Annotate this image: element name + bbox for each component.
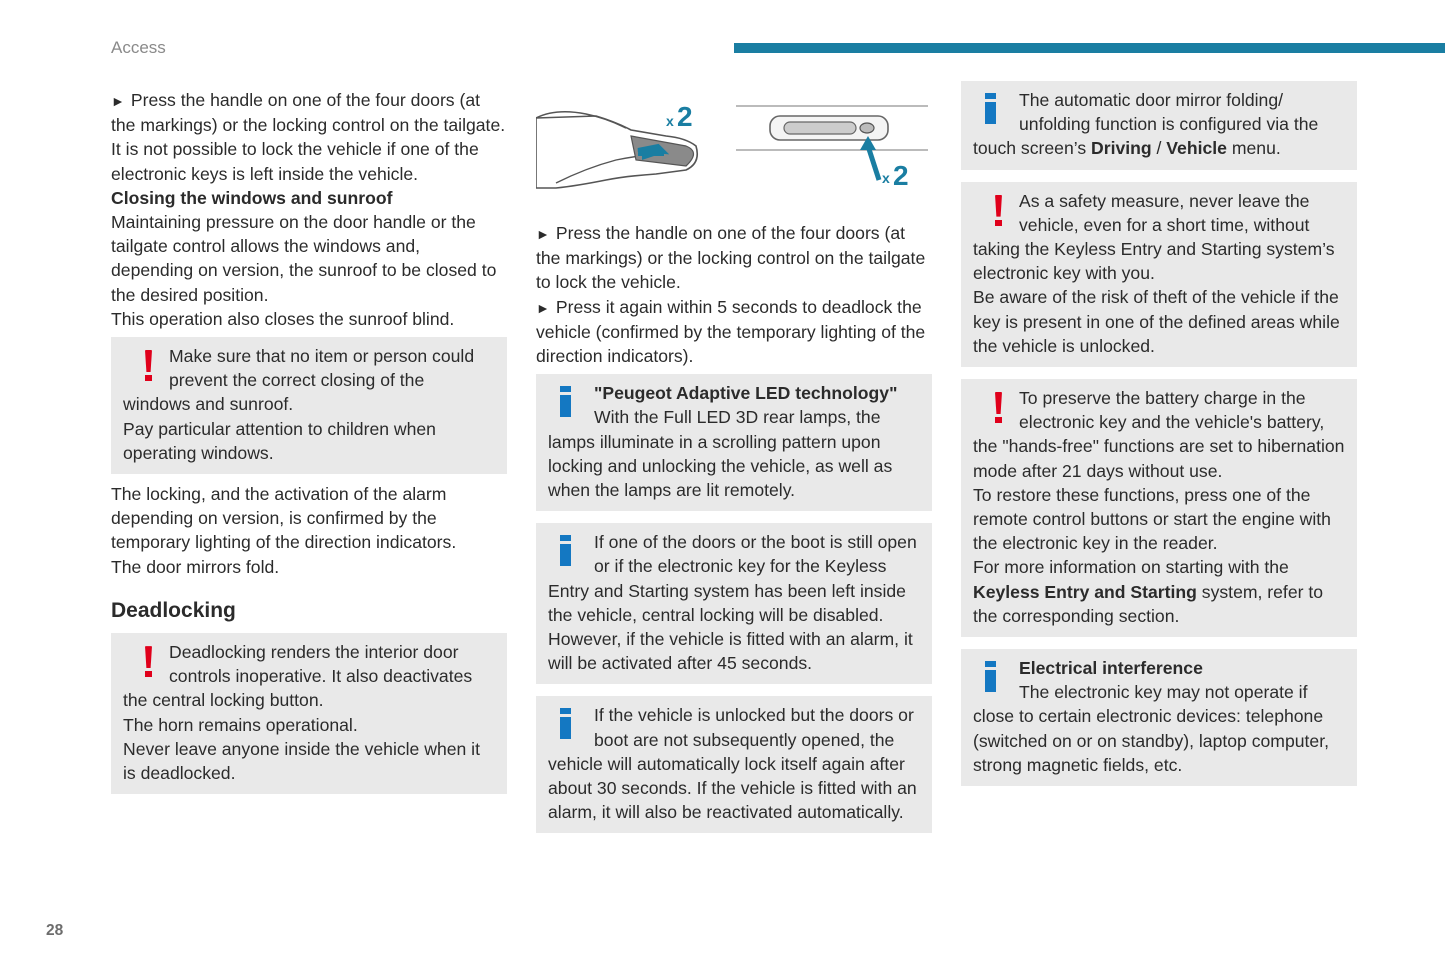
bullet-arrow-icon: ► [111, 93, 125, 109]
warning-text: As a safety measure, never leave the vehicle, even for a short time, without taking the Keyless Entry and Starting system’s electronic key with you. [973, 190, 1335, 284]
closing-text: Maintaining pressure on the door handle or the tailgate control allows the windows and, depending on version, the sunroof to be closed to the desired position. [111, 212, 497, 305]
info-icon [556, 532, 586, 570]
warning-text: Deadlocking renders the interior door controls inoperative. It also deactivates the central locking button. [123, 642, 473, 711]
info-text: However, if the vehicle is fitted with an alarm, it will be activated after 45 seconds. [548, 629, 913, 674]
warning-icon [132, 346, 165, 384]
warning-text: Make sure that no item or person could prevent the correct closing of the windows and sunroof. [123, 346, 475, 415]
page-number: 28 [46, 922, 64, 939]
warning-text: For more information on starting with the Keyless Entry and Starting system, refer to the corresponding section. [973, 557, 1324, 626]
warning-text: To preserve the battery charge in the electronic key and the vehicle's battery, the "hands-free" functions are set to hibernation mode after 21 days without use. [973, 388, 1345, 481]
column-2 [536, 88, 932, 833]
warning-text: Never leave anyone inside the vehicle when it is deadlocked. [123, 738, 480, 784]
warning-text: The horn remains operational. [123, 714, 358, 735]
warning-text: Be aware of the risk of theft of the vehicle if the key is present in one of the defined areas while the vehicle is unlocked. [973, 287, 1340, 356]
bullet-arrow-icon: ► [536, 226, 550, 242]
info-text: The automatic door mirror folding/ unfolding function is configured via the touch screen’s Driving / Vehicle menu. [973, 90, 1319, 159]
warning-box-key-safety [961, 182, 1357, 367]
warning-text: To restore these functions, press one of the remote control buttons or start the engine with the electronic key in the reader. [973, 484, 1331, 554]
warning-box-windows [111, 337, 507, 474]
deadlocking-heading: Deadlocking [111, 598, 236, 622]
svg-text:x: x [882, 170, 890, 186]
locking-text: The locking, and the activation of the alarm depending on version, is confirmed by the temporary lighting of the direction indicators. [111, 484, 457, 553]
door-handle-illustration [536, 88, 932, 198]
info-box-led [536, 374, 932, 511]
info-icon [981, 90, 1011, 128]
hand-press-illustration [536, 88, 932, 198]
info-icon [556, 383, 586, 421]
closing-heading: Closing the windows and sunroof [111, 187, 393, 208]
column-1 [111, 88, 507, 794]
info-box-auto-relock [536, 696, 932, 833]
info-icon [556, 705, 586, 743]
info-text: The electronic key may not operate if close to certain electronic devices: telephone (switched on or on standby), laptop computer, strong magnetic fields, etc. [973, 682, 1329, 775]
intro-note: It is not possible to lock the vehicle if one of the electronic keys is left inside the vehicle. [111, 139, 479, 184]
info-title: Electrical interference [1019, 658, 1203, 679]
svg-text:2: 2 [677, 101, 693, 132]
section-label: Access [111, 38, 166, 57]
svg-text:x: x [666, 113, 674, 129]
warning-text: Pay particular attention to children when operating windows. [123, 418, 436, 463]
svg-text:2: 2 [893, 160, 909, 191]
info-icon [981, 658, 1011, 696]
info-box-central-locking [536, 523, 932, 684]
info-text: With the Full LED 3D rear lamps, the lamps illuminate in a scrolling pattern upon locking and unlocking the vehicle, as well as when the lamps are lit remotely. [548, 407, 893, 501]
info-title: "Peugeot Adaptive LED technology" [594, 383, 898, 404]
mirrors-text: The door mirrors fold. [111, 556, 280, 577]
column-3 [961, 81, 1357, 786]
warning-icon [132, 642, 165, 680]
bullet-arrow-icon: ► [536, 299, 550, 316]
info-box-mirror-folding [961, 81, 1357, 170]
lock-bullet: ► Press the handle on one of the four doors (at the markings) or the locking control on the tailgate to lock the vehicle. [536, 223, 926, 293]
intro-bullet: ► Press the handle on one of the four doors (at the markings) or the locking control on the tailgate. [111, 90, 506, 136]
warning-box-battery [961, 379, 1357, 637]
info-box-electrical-interference [961, 649, 1357, 786]
deadlock-bullet: ► Press it again within 5 seconds to deadlock the vehicle (confirmed by the temporary lighting of the direction indicators). [536, 296, 926, 367]
warning-icon [982, 191, 1015, 229]
warning-box-deadlocking [111, 633, 507, 794]
info-text: If one of the doors or the boot is still open or if the electronic key for the Keyless Entry and Starting system has been left inside the vehicle, central locking will be disabled. [548, 532, 917, 625]
closing-text-2: This operation also closes the sunroof blind. [111, 308, 455, 329]
section-accent-bar [734, 43, 1445, 53]
warning-icon [982, 388, 1015, 426]
info-text: If the vehicle is unlocked but the doors or boot are not subsequently opened, the vehicle will automatically lock itself again after about 30 seconds. If the vehicle is fitted with an alarm, it will also be reactivated automatically. [548, 705, 917, 823]
